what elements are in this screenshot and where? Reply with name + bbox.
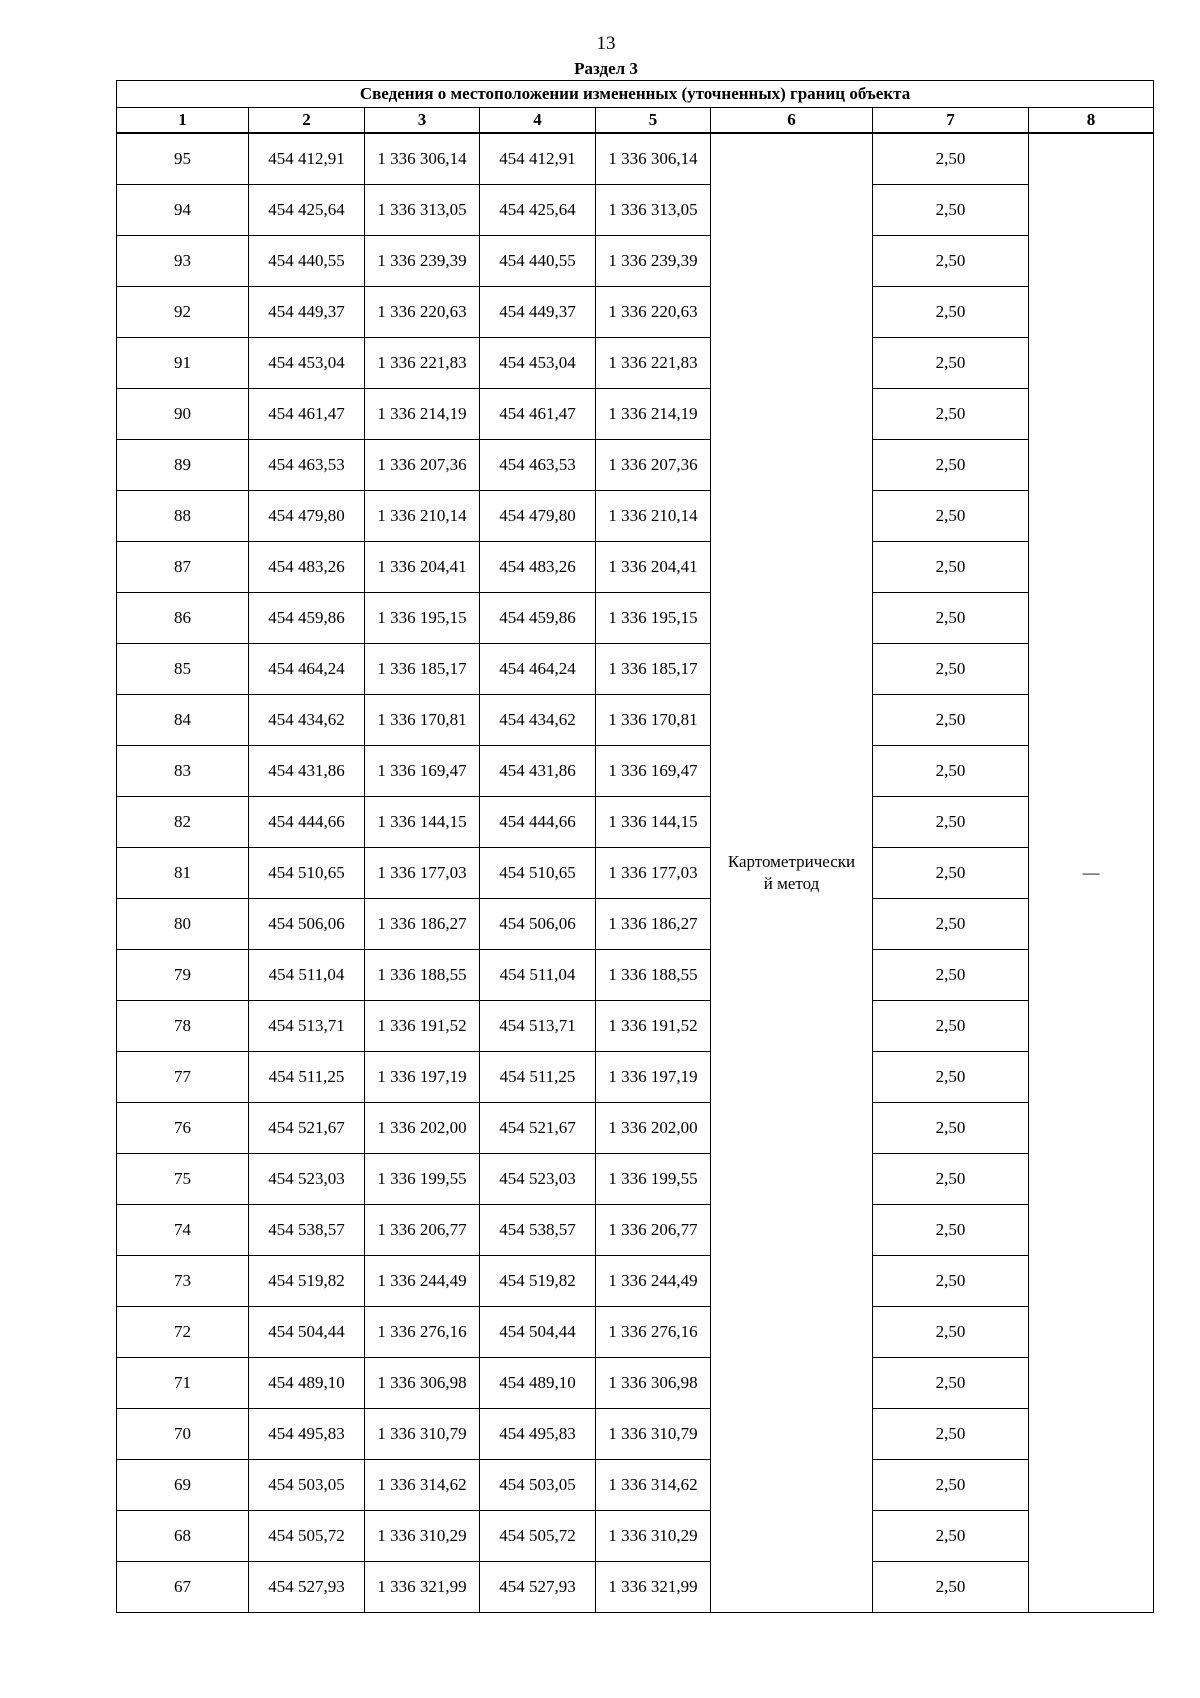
x-existing-cell: 454 511,25 xyxy=(249,1052,365,1103)
x-existing-cell: 454 504,44 xyxy=(249,1307,365,1358)
method-text-line-1: Картометрически xyxy=(727,852,856,871)
x-existing-cell: 454 519,82 xyxy=(249,1256,365,1307)
column-header: 6 xyxy=(711,108,873,134)
accuracy-cell: 2,50 xyxy=(873,593,1029,644)
point-number-cell: 86 xyxy=(117,593,249,644)
x-existing-cell: 454 489,10 xyxy=(249,1358,365,1409)
y-new-cell: 1 336 170,81 xyxy=(596,695,711,746)
accuracy-cell: 2,50 xyxy=(873,695,1029,746)
page-number: 13 xyxy=(596,33,616,54)
point-number-cell: 67 xyxy=(117,1562,249,1613)
y-existing-cell: 1 336 188,55 xyxy=(365,950,480,1001)
x-new-cell: 454 511,25 xyxy=(480,1052,596,1103)
y-new-cell: 1 336 199,55 xyxy=(596,1154,711,1205)
accuracy-cell: 2,50 xyxy=(873,133,1029,185)
x-existing-cell: 454 505,72 xyxy=(249,1511,365,1562)
y-new-cell: 1 336 191,52 xyxy=(596,1001,711,1052)
point-number-cell: 89 xyxy=(117,440,249,491)
x-new-cell: 454 483,26 xyxy=(480,542,596,593)
x-new-cell: 454 464,24 xyxy=(480,644,596,695)
accuracy-cell: 2,50 xyxy=(873,1409,1029,1460)
point-number-cell: 91 xyxy=(117,338,249,389)
y-existing-cell: 1 336 220,63 xyxy=(365,287,480,338)
x-existing-cell: 454 461,47 xyxy=(249,389,365,440)
y-new-cell: 1 336 306,98 xyxy=(596,1358,711,1409)
point-number-cell: 68 xyxy=(117,1511,249,1562)
accuracy-cell: 2,50 xyxy=(873,185,1029,236)
x-new-cell: 454 453,04 xyxy=(480,338,596,389)
x-existing-cell: 454 449,37 xyxy=(249,287,365,338)
accuracy-cell: 2,50 xyxy=(873,287,1029,338)
x-new-cell: 454 444,66 xyxy=(480,797,596,848)
accuracy-cell: 2,50 xyxy=(873,644,1029,695)
point-number-cell: 92 xyxy=(117,287,249,338)
point-number-cell: 69 xyxy=(117,1460,249,1511)
y-existing-cell: 1 336 191,52 xyxy=(365,1001,480,1052)
accuracy-cell: 2,50 xyxy=(873,848,1029,899)
table-row xyxy=(117,491,1154,542)
y-existing-cell: 1 336 306,14 xyxy=(365,133,480,185)
accuracy-cell: 2,50 xyxy=(873,1358,1029,1409)
y-existing-cell: 1 336 210,14 xyxy=(365,491,480,542)
method-cell xyxy=(711,133,873,1613)
accuracy-cell: 2,50 xyxy=(873,1103,1029,1154)
accuracy-cell: 2,50 xyxy=(873,236,1029,287)
point-number-cell: 93 xyxy=(117,236,249,287)
x-existing-cell: 454 459,86 xyxy=(249,593,365,644)
table-row xyxy=(117,695,1154,746)
y-existing-cell: 1 336 221,83 xyxy=(365,338,480,389)
y-existing-cell: 1 336 239,39 xyxy=(365,236,480,287)
accuracy-cell: 2,50 xyxy=(873,1460,1029,1511)
point-number-cell: 81 xyxy=(117,848,249,899)
x-existing-cell: 454 506,06 xyxy=(249,899,365,950)
y-new-cell: 1 336 195,15 xyxy=(596,593,711,644)
x-new-cell: 454 519,82 xyxy=(480,1256,596,1307)
x-existing-cell: 454 425,64 xyxy=(249,185,365,236)
point-number-cell: 84 xyxy=(117,695,249,746)
x-existing-cell: 454 510,65 xyxy=(249,848,365,899)
accuracy-cell: 2,50 xyxy=(873,797,1029,848)
y-new-cell: 1 336 169,47 xyxy=(596,746,711,797)
point-number-cell: 76 xyxy=(117,1103,249,1154)
x-existing-cell: 454 538,57 xyxy=(249,1205,365,1256)
table-row xyxy=(117,1409,1154,1460)
table-row xyxy=(117,1052,1154,1103)
y-new-cell: 1 336 306,14 xyxy=(596,133,711,185)
point-number-cell: 70 xyxy=(117,1409,249,1460)
table-row xyxy=(117,1256,1154,1307)
y-existing-cell: 1 336 276,16 xyxy=(365,1307,480,1358)
x-existing-cell: 454 503,05 xyxy=(249,1460,365,1511)
x-new-cell: 454 527,93 xyxy=(480,1562,596,1613)
table-row xyxy=(117,746,1154,797)
column-header: 3 xyxy=(365,108,480,134)
column-header: 1 xyxy=(117,108,249,134)
table-row xyxy=(117,899,1154,950)
x-existing-cell: 454 453,04 xyxy=(249,338,365,389)
point-number-cell: 73 xyxy=(117,1256,249,1307)
point-number-cell: 74 xyxy=(117,1205,249,1256)
x-new-cell: 454 538,57 xyxy=(480,1205,596,1256)
table-row xyxy=(117,185,1154,236)
column-header-row xyxy=(117,108,1154,134)
x-new-cell: 454 513,71 xyxy=(480,1001,596,1052)
x-new-cell: 454 479,80 xyxy=(480,491,596,542)
table-row xyxy=(117,389,1154,440)
accuracy-cell: 2,50 xyxy=(873,899,1029,950)
x-existing-cell: 454 444,66 xyxy=(249,797,365,848)
table-row xyxy=(117,542,1154,593)
x-existing-cell: 454 523,03 xyxy=(249,1154,365,1205)
point-number-cell: 75 xyxy=(117,1154,249,1205)
accuracy-cell: 2,50 xyxy=(873,1154,1029,1205)
table-row xyxy=(117,593,1154,644)
table-row xyxy=(117,950,1154,1001)
x-existing-cell: 454 463,53 xyxy=(249,440,365,491)
x-new-cell: 454 440,55 xyxy=(480,236,596,287)
table-row xyxy=(117,440,1154,491)
accuracy-cell: 2,50 xyxy=(873,1001,1029,1052)
point-number-cell: 90 xyxy=(117,389,249,440)
table-row xyxy=(117,797,1154,848)
accuracy-cell: 2,50 xyxy=(873,746,1029,797)
x-new-cell: 454 505,72 xyxy=(480,1511,596,1562)
x-new-cell: 454 463,53 xyxy=(480,440,596,491)
table-row xyxy=(117,1001,1154,1052)
table-row xyxy=(117,236,1154,287)
accuracy-cell: 2,50 xyxy=(873,1052,1029,1103)
y-existing-cell: 1 336 170,81 xyxy=(365,695,480,746)
x-existing-cell: 454 431,86 xyxy=(249,746,365,797)
x-new-cell: 454 461,47 xyxy=(480,389,596,440)
table-caption-row xyxy=(117,81,1154,108)
y-new-cell: 1 336 207,36 xyxy=(596,440,711,491)
y-new-cell: 1 336 188,55 xyxy=(596,950,711,1001)
x-existing-cell: 454 511,04 xyxy=(249,950,365,1001)
x-existing-cell: 454 483,26 xyxy=(249,542,365,593)
table-row xyxy=(117,287,1154,338)
point-number-cell: 87 xyxy=(117,542,249,593)
x-existing-cell: 454 479,80 xyxy=(249,491,365,542)
y-existing-cell: 1 336 310,79 xyxy=(365,1409,480,1460)
table-row xyxy=(117,133,1154,185)
point-number-cell: 83 xyxy=(117,746,249,797)
y-existing-cell: 1 336 314,62 xyxy=(365,1460,480,1511)
y-new-cell: 1 336 310,29 xyxy=(596,1511,711,1562)
table-body xyxy=(117,133,1154,1613)
accuracy-cell: 2,50 xyxy=(873,542,1029,593)
table-row xyxy=(117,848,1154,899)
y-new-cell: 1 336 210,14 xyxy=(596,491,711,542)
table-row xyxy=(117,1460,1154,1511)
y-new-cell: 1 336 144,15 xyxy=(596,797,711,848)
y-existing-cell: 1 336 195,15 xyxy=(365,593,480,644)
x-new-cell: 454 504,44 xyxy=(480,1307,596,1358)
x-new-cell: 454 510,65 xyxy=(480,848,596,899)
x-existing-cell: 454 440,55 xyxy=(249,236,365,287)
column-header: 4 xyxy=(480,108,596,134)
point-number-cell: 77 xyxy=(117,1052,249,1103)
x-new-cell: 454 521,67 xyxy=(480,1103,596,1154)
table-row xyxy=(117,1205,1154,1256)
y-existing-cell: 1 336 321,99 xyxy=(365,1562,480,1613)
y-existing-cell: 1 336 204,41 xyxy=(365,542,480,593)
x-new-cell: 454 503,05 xyxy=(480,1460,596,1511)
y-new-cell: 1 336 185,17 xyxy=(596,644,711,695)
point-number-cell: 85 xyxy=(117,644,249,695)
x-new-cell: 454 459,86 xyxy=(480,593,596,644)
table-row xyxy=(117,1103,1154,1154)
y-existing-cell: 1 336 199,55 xyxy=(365,1154,480,1205)
point-number-cell: 95 xyxy=(117,133,249,185)
x-existing-cell: 454 521,67 xyxy=(249,1103,365,1154)
x-existing-cell: 454 527,93 xyxy=(249,1562,365,1613)
method-text-line-2: й метод xyxy=(763,874,820,893)
x-new-cell: 454 523,03 xyxy=(480,1154,596,1205)
y-new-cell: 1 336 221,83 xyxy=(596,338,711,389)
table-row xyxy=(117,1154,1154,1205)
point-number-cell: 80 xyxy=(117,899,249,950)
point-number-cell: 79 xyxy=(117,950,249,1001)
y-existing-cell: 1 336 169,47 xyxy=(365,746,480,797)
y-existing-cell: 1 336 214,19 xyxy=(365,389,480,440)
table-row xyxy=(117,1358,1154,1409)
y-existing-cell: 1 336 185,17 xyxy=(365,644,480,695)
y-new-cell: 1 336 197,19 xyxy=(596,1052,711,1103)
x-new-cell: 454 412,91 xyxy=(480,133,596,185)
y-existing-cell: 1 336 177,03 xyxy=(365,848,480,899)
table-row xyxy=(117,1511,1154,1562)
x-new-cell: 454 511,04 xyxy=(480,950,596,1001)
accuracy-cell: 2,50 xyxy=(873,491,1029,542)
point-number-cell: 94 xyxy=(117,185,249,236)
x-existing-cell: 454 464,24 xyxy=(249,644,365,695)
y-new-cell: 1 336 313,05 xyxy=(596,185,711,236)
coordinates-table xyxy=(116,80,1154,1613)
y-existing-cell: 1 336 313,05 xyxy=(365,185,480,236)
accuracy-cell: 2,50 xyxy=(873,1307,1029,1358)
accuracy-cell: 2,50 xyxy=(873,950,1029,1001)
y-existing-cell: 1 336 144,15 xyxy=(365,797,480,848)
table-caption: Сведения о местоположении измененных (уточненных) границ объекта xyxy=(117,81,1154,108)
y-new-cell: 1 336 214,19 xyxy=(596,389,711,440)
y-new-cell: 1 336 220,63 xyxy=(596,287,711,338)
column-header: 5 xyxy=(596,108,711,134)
column-header: 8 xyxy=(1029,108,1154,134)
y-new-cell: 1 336 321,99 xyxy=(596,1562,711,1613)
y-new-cell: 1 336 314,62 xyxy=(596,1460,711,1511)
y-existing-cell: 1 336 310,29 xyxy=(365,1511,480,1562)
table-row xyxy=(117,1307,1154,1358)
y-new-cell: 1 336 186,27 xyxy=(596,899,711,950)
accuracy-cell: 2,50 xyxy=(873,1205,1029,1256)
x-new-cell: 454 425,64 xyxy=(480,185,596,236)
y-existing-cell: 1 336 244,49 xyxy=(365,1256,480,1307)
x-existing-cell: 454 495,83 xyxy=(249,1409,365,1460)
x-existing-cell: 454 434,62 xyxy=(249,695,365,746)
y-new-cell: 1 336 204,41 xyxy=(596,542,711,593)
accuracy-cell: 2,50 xyxy=(873,389,1029,440)
y-new-cell: 1 336 202,00 xyxy=(596,1103,711,1154)
accuracy-cell: 2,50 xyxy=(873,338,1029,389)
column-8-cell: — xyxy=(1029,133,1154,1613)
accuracy-cell: 2,50 xyxy=(873,1511,1029,1562)
y-existing-cell: 1 336 206,77 xyxy=(365,1205,480,1256)
point-number-cell: 88 xyxy=(117,491,249,542)
y-new-cell: 1 336 310,79 xyxy=(596,1409,711,1460)
x-existing-cell: 454 412,91 xyxy=(249,133,365,185)
table-row xyxy=(117,338,1154,389)
point-number-cell: 82 xyxy=(117,797,249,848)
accuracy-cell: 2,50 xyxy=(873,1562,1029,1613)
point-number-cell: 72 xyxy=(117,1307,249,1358)
x-new-cell: 454 506,06 xyxy=(480,899,596,950)
point-number-cell: 78 xyxy=(117,1001,249,1052)
point-number-cell: 71 xyxy=(117,1358,249,1409)
y-new-cell: 1 336 177,03 xyxy=(596,848,711,899)
accuracy-cell: 2,50 xyxy=(873,440,1029,491)
column-header: 2 xyxy=(249,108,365,134)
y-existing-cell: 1 336 197,19 xyxy=(365,1052,480,1103)
y-existing-cell: 1 336 202,00 xyxy=(365,1103,480,1154)
y-new-cell: 1 336 239,39 xyxy=(596,236,711,287)
x-new-cell: 454 434,62 xyxy=(480,695,596,746)
x-existing-cell: 454 513,71 xyxy=(249,1001,365,1052)
x-new-cell: 454 489,10 xyxy=(480,1358,596,1409)
x-new-cell: 454 495,83 xyxy=(480,1409,596,1460)
x-new-cell: 454 449,37 xyxy=(480,287,596,338)
accuracy-cell: 2,50 xyxy=(873,1256,1029,1307)
y-existing-cell: 1 336 186,27 xyxy=(365,899,480,950)
y-new-cell: 1 336 206,77 xyxy=(596,1205,711,1256)
y-existing-cell: 1 336 306,98 xyxy=(365,1358,480,1409)
column-header: 7 xyxy=(873,108,1029,134)
table-row xyxy=(117,644,1154,695)
table-row xyxy=(117,1562,1154,1613)
y-new-cell: 1 336 276,16 xyxy=(596,1307,711,1358)
section-title: Раздел 3 xyxy=(574,59,638,78)
y-new-cell: 1 336 244,49 xyxy=(596,1256,711,1307)
y-existing-cell: 1 336 207,36 xyxy=(365,440,480,491)
x-new-cell: 454 431,86 xyxy=(480,746,596,797)
